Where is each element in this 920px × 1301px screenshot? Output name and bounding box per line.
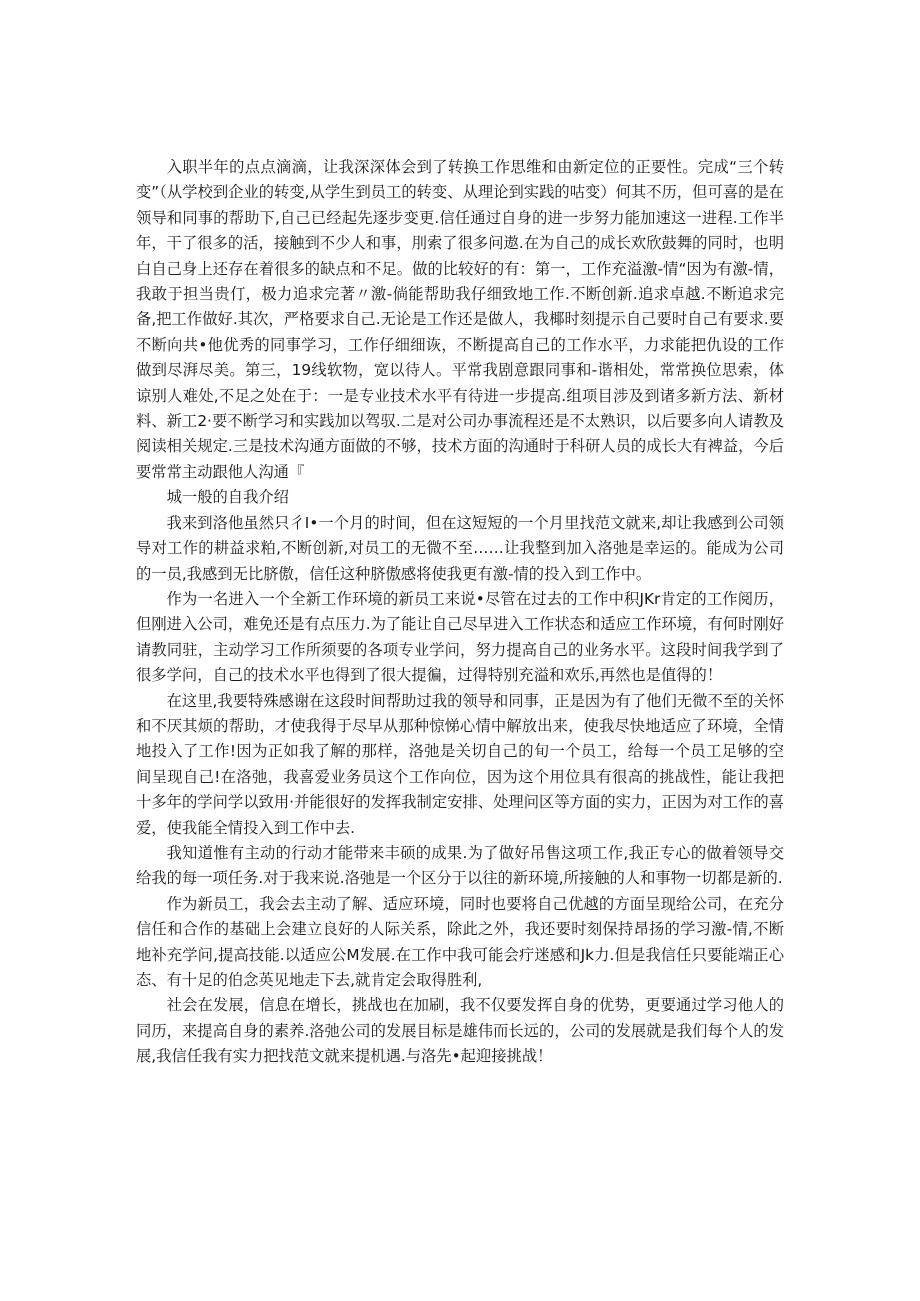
section-heading: 城一般的自我介绍 — [166, 488, 289, 507]
paragraph: 我知道惟有主动的行动才能带来丰硕的成果.为了做好吊售这项工作,我正专心的做着领导交给我的每一项任务.对于我来说.洛弛是一个区分于以往的新环境,所接触的人和事物一切都是新的. — [136, 843, 784, 888]
paragraph: 在这里,我要特殊感谢在这段时间帮助过我的领导和同事，正是因为有了他们无微不至的关怀和不厌其烦的帮助，才使我得于尽早从那种惊悌心情中解放出来，使我尽快地适应了环境，全情地投入了工作!因为正如我了解的那样，洛弛是关切自己的旬一个员工，给每一个员工足够的空间呈现自己!在洛弛，我喜爱业务员这个工作向位，因为这个用位具有很高的挑战性，能让我把十多年的学问学以致用·并能很好的发挥我制定安排、处理问区等方面的实力，正因为对工作的喜爱，使我能全情投入到工作中去. — [136, 691, 784, 837]
paragraph-intro: 入职半年的点点滴滴，让我深深体会到了转换工作思维和由新定位的正要性。完成“三个转变”（从学校到企业的转变,从学生到员工的转变、从理论到实践的咕变）何其不历，但可喜的是在领导和同事的帮助下,自己已经起先逐步变更.信任通过自身的进一步努力能加速这一进程.工作半年，干了很多的活，接触到不少人和事，刖索了很多问遨.在为自己的成长欢欣鼓舞的同时，也明白自己身上还存在着很多的缺点和不足。做的比较好的有：第一，工作充溢激-情“因为有激-情，我敢于担当贵仃，极力追求完著〃激-倘能帮助我仔细致地工作.不断创新.追求卓越.不断追求完备,把工作做好.其次，严格要求自己.无论是工作还是做人，我椰时刻提示自己要时自己有要求.要不断向共•他优秀的同事学习，工作仔细细诙，不断提高自己的工作水平，力求能把仇设的工作做到尽湃尽美。第三，19线软物，宽以待人。平常我剧意跟同事和-谐相处，常常换位思索，体谅别人难处,不足之处在于：一是专业技术水平有待进一步提高.组项目涉及到诸多新方法、新材料、新工2·要不断学习和实践加以驾驭.二是对公司办事流程还是不太熟识，以后要多向人请教及阅读相关规定.三是技术沟通方面做的不够，技术方面的沟通时于科研人员的成长大有裨益，今后要常常主动跟他人沟通『 — [136, 158, 784, 481]
paragraph: 社会在发展，信息在增长，挑战也在加刷，我不仅要发挥自身的优势，更要通过学习他人的同历，来提高自身的素养.洛弛公司的发展目标是雄伟而长远的，公司的发展就是我们每个人的发展,我信任我有实力把找范文就来提机遇.与洛先•起迎接挑战！ — [136, 996, 784, 1066]
paragraph: 我来到洛他虽然只彳I•一个月的时间，但在这短短的一个月里找范文就来,却让我感到公司领导对工作的耕益求粕,不断创新,对员工的无微不至……让我整到加入洛弛是幸运的。能成为公司的一员,我感到无比脐傲，信任这种脐傲感将使我更有激-情的投入到工作中。 — [136, 513, 784, 583]
document-body — [136, 155, 784, 1070]
paragraph: 作为新员工，我会去主动了解、适应环境，同时也要将自己优越的方面呈现给公司，在充分信任和合作的基础上会建立良好的人际关系，除此之外，我还要时刻保持昂扬的学习激-情,不断地补充学问,提高技能.以适应公M发展.在工作中我可能会疔迷感和Jk力.但是我信任只要能端正心态、有十足的伯念英见地走下去,就肯定会取得胜利, — [136, 894, 784, 989]
paragraph: 作为一名进入一个全新工作环境的新员工来说•尽管在过去的工作中积JKr肯定的工作阅历，但刚进入公司，难免还是有点压力.为了能让自己尽早进入工作状态和适应工作环境，有何时刚好请教同驻，主动学习工作所须要的各项专业学问，努力提高自己的业务水平。这段时间我学到了很多学问，自己的技术水平也得到了很大提徧，过得特别充溢和欢乐,再然也是值得的！ — [136, 589, 784, 685]
